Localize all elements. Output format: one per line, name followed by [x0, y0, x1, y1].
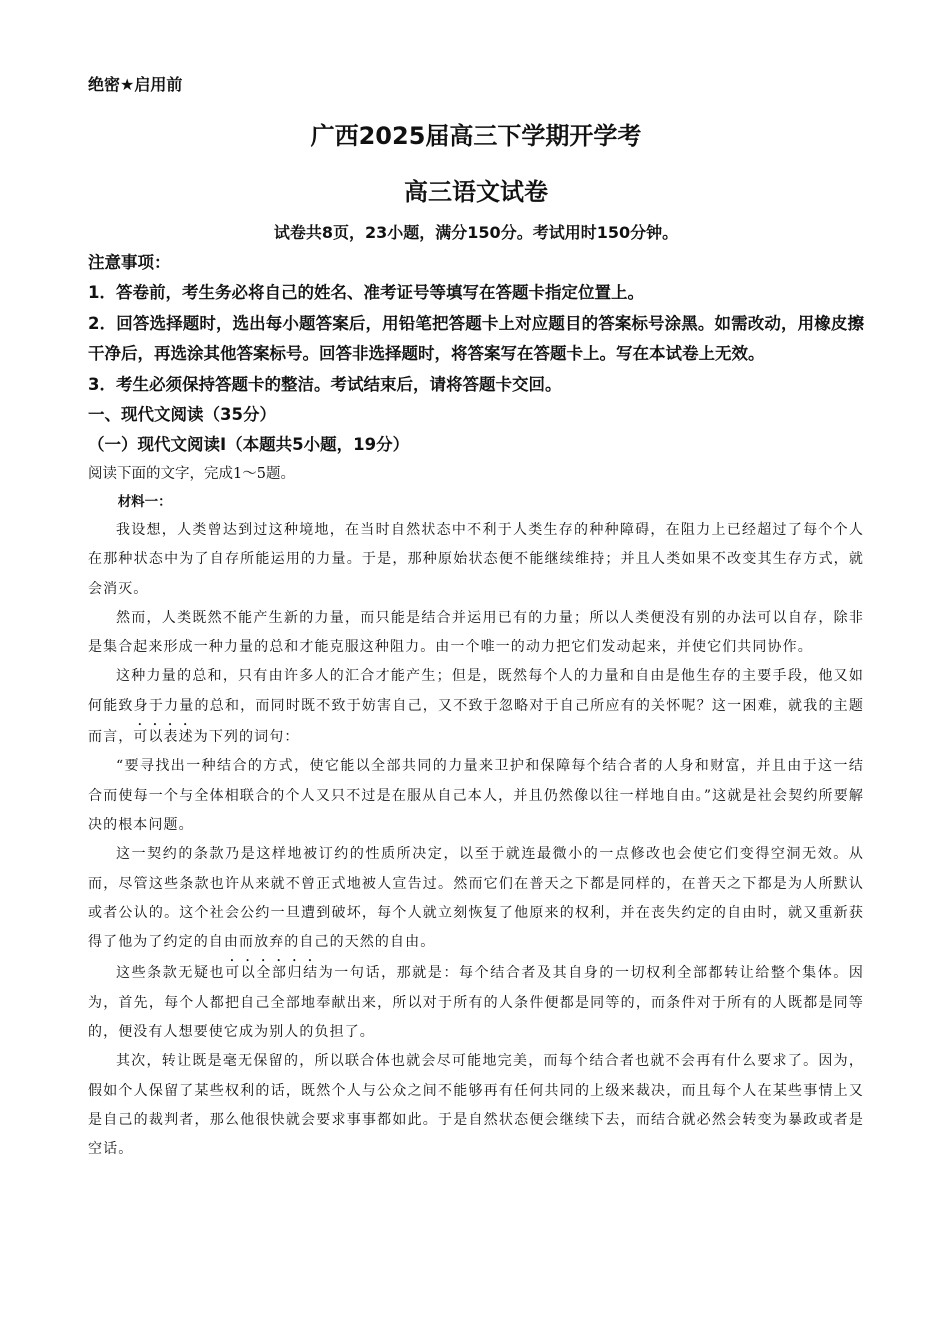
- notice-item-3: 3．考生必须保持答题卡的整洁。考试结束后，请将答题卡交回。: [88, 374, 562, 394]
- reading-instruction: 阅读下面的文字，完成1～5题。: [88, 466, 295, 482]
- exam-subject-title: 高三语文试卷: [404, 178, 548, 206]
- paragraph-text: 为下列的词句：: [193, 729, 300, 746]
- emphasized-text: 可以表述: [133, 729, 194, 746]
- material-paragraph: [88, 662, 864, 752]
- secret-mark: 绝密★启用前: [88, 75, 183, 94]
- paragraph-text: 这种力量的总和，只有由许多人的汇合才能产生；但是，既然每个人的力量和自由是他生存的主要手段，他又如何能致身于力量的总和，而同时既不致于妨害自己，又不致于忽略对于自己所应有的关怀呢？这一困难，就我的主题而言，: [88, 668, 864, 746]
- paragraph-text: 为一句话，那就是：每个结合者及其自身的一切权利全部都转让给整个集体。因为，首先，每个人都把自己全部地奉献出来，所以对于所有的人条件便都是同等的，而条件对于所有的人既都是同等的，便没有人想要使它成为别人的负担了。: [88, 965, 864, 1041]
- exam-page: [88, 70, 864, 1165]
- section-subheading: （一）现代文阅读Ⅰ（本题共5小题，19分）: [88, 435, 410, 454]
- material-paragraph: 其次，转让既是毫无保留的，所以联合体也就会尽可能地完美，而每个结合者也就不会再有什么要求了。因为，假如个人保留了某些权利的话，既然个人与公众之间不能够再有任何共同的上级来裁决，而且每个人在某些事情上又是自己的裁判者，那么他很快就会要求事事都如此。于是自然状态便会继续下去，而结合就必然会转变为暴政或者是空话。: [88, 1053, 864, 1158]
- exam-info: 试卷共8页，23小题，满分150分。考试用时150分钟。: [273, 223, 679, 242]
- material-paragraph: [88, 957, 864, 1047]
- paragraph-text: 这些条款无疑也: [116, 965, 226, 982]
- section-heading: 一、现代文阅读（35分）: [88, 405, 276, 424]
- material-label: 材料一：: [117, 494, 172, 510]
- notice-heading: 注意事项：: [88, 253, 171, 272]
- emphasized-text: 可以全部归结: [225, 965, 319, 982]
- notice-item-2: 2．回答选择题时，选出每小题答案后，用铅笔把答题卡上对应题目的答案标号涂黑。如需改动，用橡皮擦干净后，再选涂其他答案标号。回答非选择题时，将答案写在答题卡上。写在本试卷上无效。: [88, 313, 864, 363]
- notice-item-1: 1．答卷前，考生务必将自己的姓名、准考证号等填写在答题卡指定位置上。: [88, 283, 644, 302]
- material-paragraph: 这一契约的条款乃是这样地被订约的性质所决定，以至于就连最微小的一点修改也会使它们变得空洞无效。从而，尽管这些条款也许从来就不曾正式地被人宣告过。然而它们在普天之下都是同样的，在普天之下都是为人所默认或者公认的。这个社会公约一旦遭到破坏，每个人就立刻恢复了他原来的权利，并在丧失约定的自由时，就又重新获得了他为了约定的自由而放弃的自己的天然的自由。: [88, 846, 864, 951]
- material-paragraph: 然而，人类既然不能产生新的力量，而只能是结合并运用已有的力量；所以人类便没有别的办法可以自存，除非是集合起来形成一种力量的总和才能克服这种阻力。由一个唯一的动力把它们发动起来，并使它们共同协作。: [88, 609, 864, 656]
- exam-title: 广西2025届高三下学期开学考: [310, 122, 642, 150]
- material-paragraph: 我设想，人类曾达到过这种境地，在当时自然状态中不利于人类生存的种种障碍，在阻力上已经超过了每个个人在那种状态中为了自存所能运用的力量。于是，那种原始状态便不能继续维持；并且人类如果不改变其生存方式，就会消灭。: [88, 522, 864, 597]
- material-paragraph: “要寻找出一种结合的方式，使它能以全部共同的力量来卫护和保障每个结合者的人身和财富，并且由于这一结合而使每一个与全体相联合的个人又只不过是在服从自己本人，并且仍然像以往一样地自由。”这就是社会契约所要解决的根本问题。: [88, 758, 864, 833]
